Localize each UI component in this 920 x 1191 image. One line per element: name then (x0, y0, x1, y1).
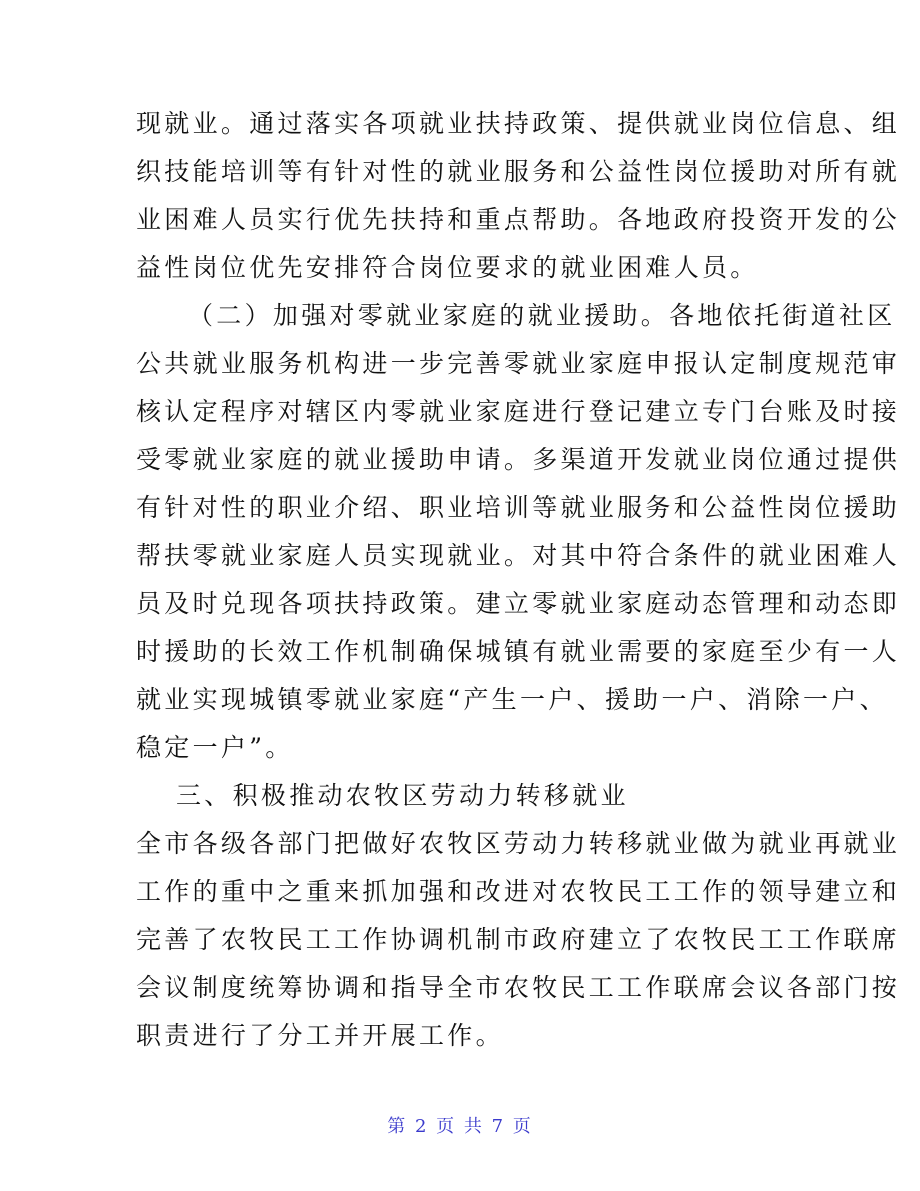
text-line: （二）加强对零就业家庭的就业援助。各地依托街道社区 (188, 301, 896, 330)
text-line: 核认定程序对辖区内零就业家庭进行登记建立专门台账及时接 (136, 397, 901, 426)
document-body (136, 100, 901, 1060)
section-heading (136, 772, 786, 820)
paragraph-zero-employment-families (136, 292, 901, 772)
text-line: 职责进行了分工并开展工作。 (136, 1021, 504, 1050)
text-line: 完善了农牧民工工作协调机制市政府建立了农牧民工工作联席 (136, 925, 901, 954)
section-heading-text: 三、积极推动农牧区劳动力转移就业 (176, 781, 629, 810)
text-line: 稳定一户”。 (136, 733, 294, 762)
text-line: 业困难人员实行优先扶持和重点帮助。各地政府投资开发的公 (136, 205, 901, 234)
text-line: 织技能培训等有针对性的就业服务和公益性岗位援助对所有就 (136, 157, 901, 186)
text-line: 时援助的长效工作机制确保城镇有就业需要的家庭至少有一人 (136, 637, 901, 666)
text-line: 受零就业家庭的就业援助申请。多渠道开发就业岗位通过提供 (136, 445, 901, 474)
page-number-footer: 第 2 页 共 7 页 (387, 1116, 533, 1137)
text-line: 就业实现城镇零就业家庭“产生一户、援助一户、消除一户、 (136, 685, 888, 714)
text-line: 帮扶零就业家庭人员实现就业。对其中符合条件的就业困难人 (136, 541, 901, 570)
text-line: 员及时兑现各项扶持政策。建立零就业家庭动态管理和动态即 (136, 589, 901, 618)
text-line: 全市各级各部门把做好农牧区劳动力转移就业做为就业再就业 (136, 829, 901, 858)
text-line: 公共就业服务机构进一步完善零就业家庭申报认定制度规范审 (136, 349, 901, 378)
paragraph-employment-support (136, 100, 901, 292)
text-line: 有针对性的职业介绍、职业培训等就业服务和公益性岗位援助 (136, 493, 901, 522)
text-line: 会议制度统筹协调和指导全市农牧民工工作联席会议各部门按 (136, 973, 901, 1002)
text-line: 现就业。通过落实各项就业扶持政策、提供就业岗位信息、组 (136, 109, 901, 138)
text-line: 工作的重中之重来抓加强和改进对农牧民工工作的领导建立和 (136, 877, 901, 906)
paragraph-labor-transfer (136, 820, 901, 1060)
text-line: 益性岗位优先安排符合岗位要求的就业困难人员。 (136, 253, 759, 282)
